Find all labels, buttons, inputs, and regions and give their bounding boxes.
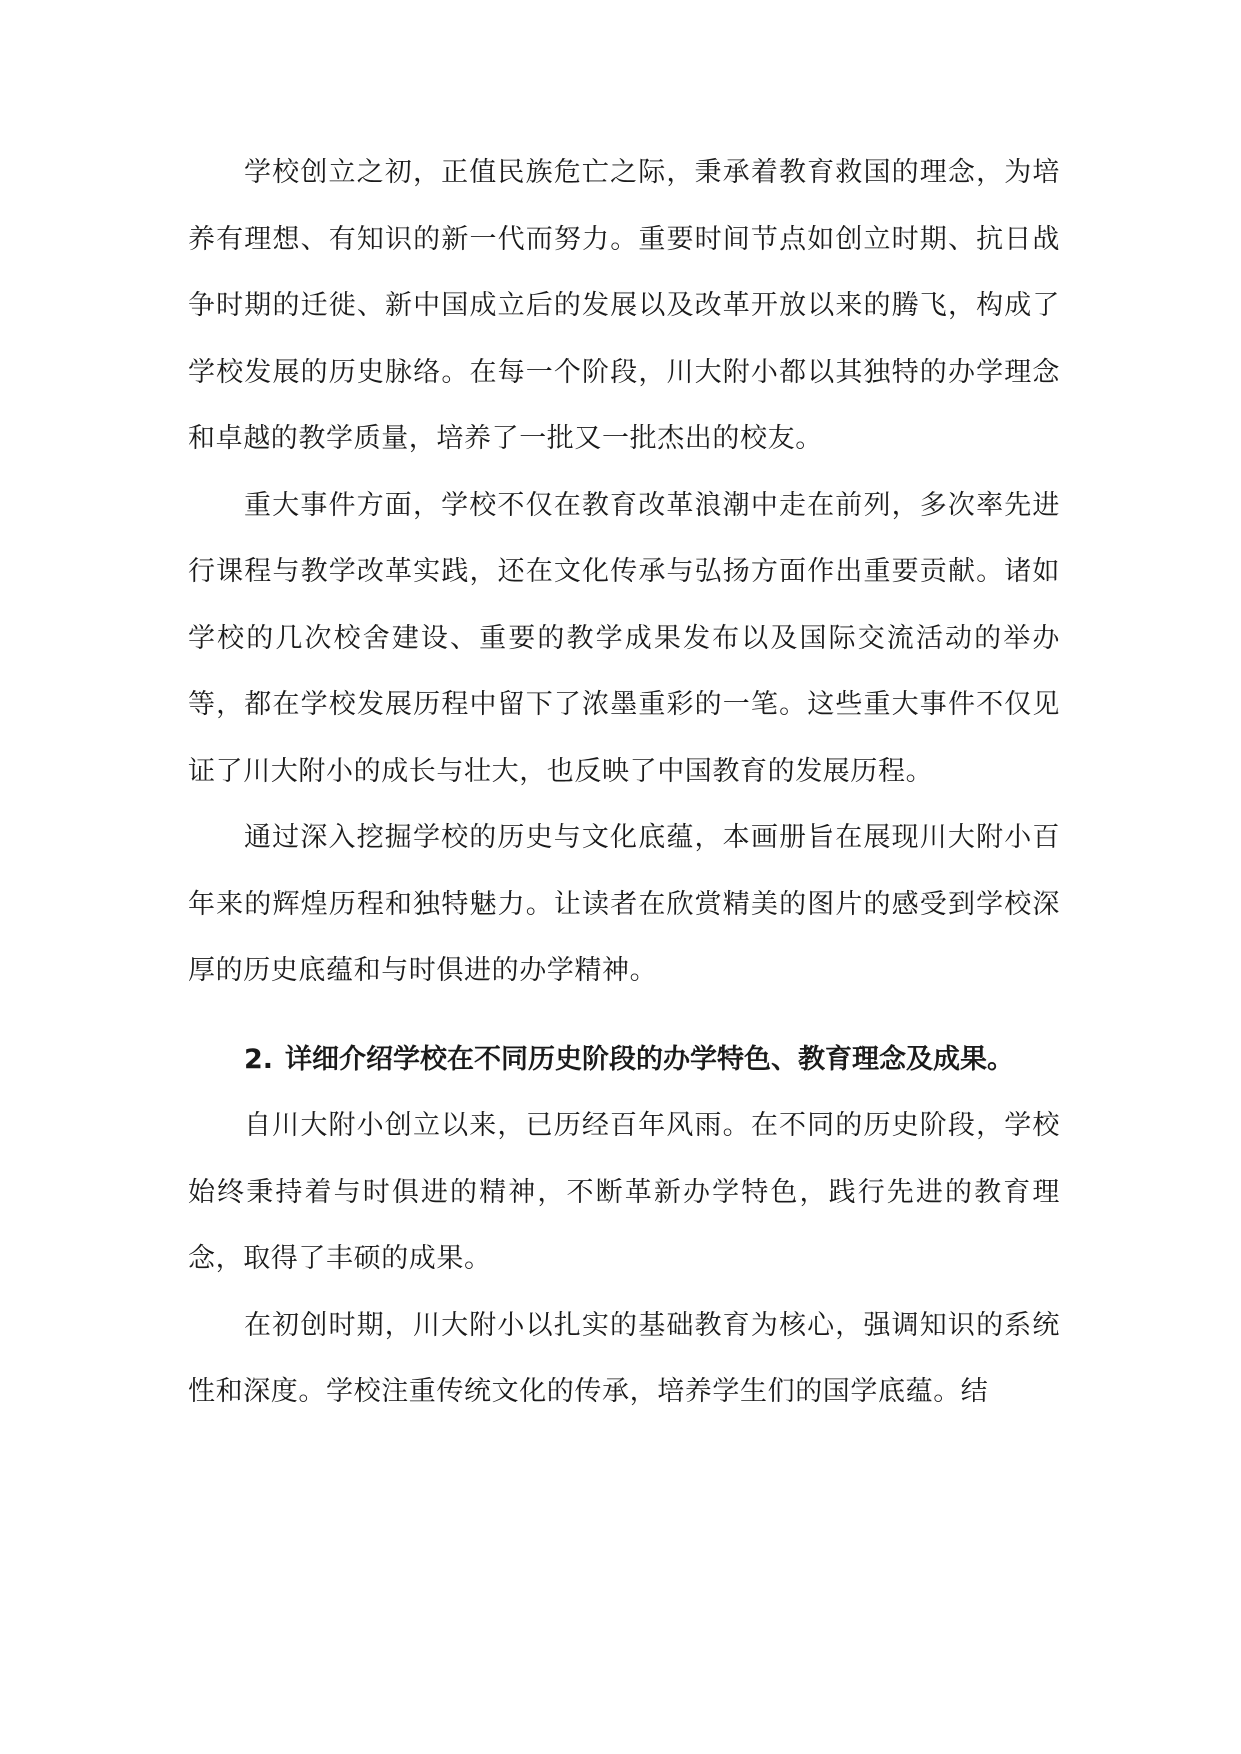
paragraph-album-purpose: 通过深入挖掘学校的历史与文化底蕴，本画册旨在展现川大附小百年来的辉煌历程和独特魅力。让读者在欣赏精美的图片的感受到学校深厚的历史底蕴和与时俱进的办学精神。 (188, 822, 1060, 986)
document-body (188, 140, 1060, 1426)
paragraph-century-overview: 自川大附小创立以来，已历经百年风雨。在不同的历史阶段，学校始终秉持着与时俱进的精神，不断革新办学特色，践行先进的教育理念，取得了丰硕的成果。 (188, 1110, 1060, 1274)
paragraph-founding-history: 学校创立之初，正值民族危亡之际，秉承着教育救国的理念，为培养有理想、有知识的新一代而努力。重要时间节点如创立时期、抗日战争时期的迁徙、新中国成立后的发展以及改革开放以来的腾飞，构成了学校发展的历史脉络。在每一个阶段，川大附小都以其独特的办学理念和卓越的教学质量，培养了一批又一批杰出的校友。 (188, 157, 1060, 454)
section-title: 详细介绍学校在不同历史阶段的办学特色、教育理念及成果。 (285, 1043, 1015, 1075)
section-number: 2. (244, 1043, 274, 1075)
paragraph-major-events: 重大事件方面，学校不仅在教育改革浪潮中走在前列，多次率先进行课程与教学改革实践，还在文化传承与弘扬方面作出重要贡献。诸如学校的几次校舍建设、重要的教学成果发布以及国际交流活动的举办等，都在学校发展历程中留下了浓墨重彩的一笔。这些重大事件不仅见证了川大附小的成长与壮大，也反映了中国教育的发展历程。 (188, 489, 1060, 787)
paragraph-early-period: 在初创时期，川大附小以扎实的基础教育为核心，强调知识的系统性和深度。学校注重传统文化的传承，培养学生们的国学底蕴。结 (188, 1309, 1060, 1407)
section-heading (188, 1027, 1060, 1094)
